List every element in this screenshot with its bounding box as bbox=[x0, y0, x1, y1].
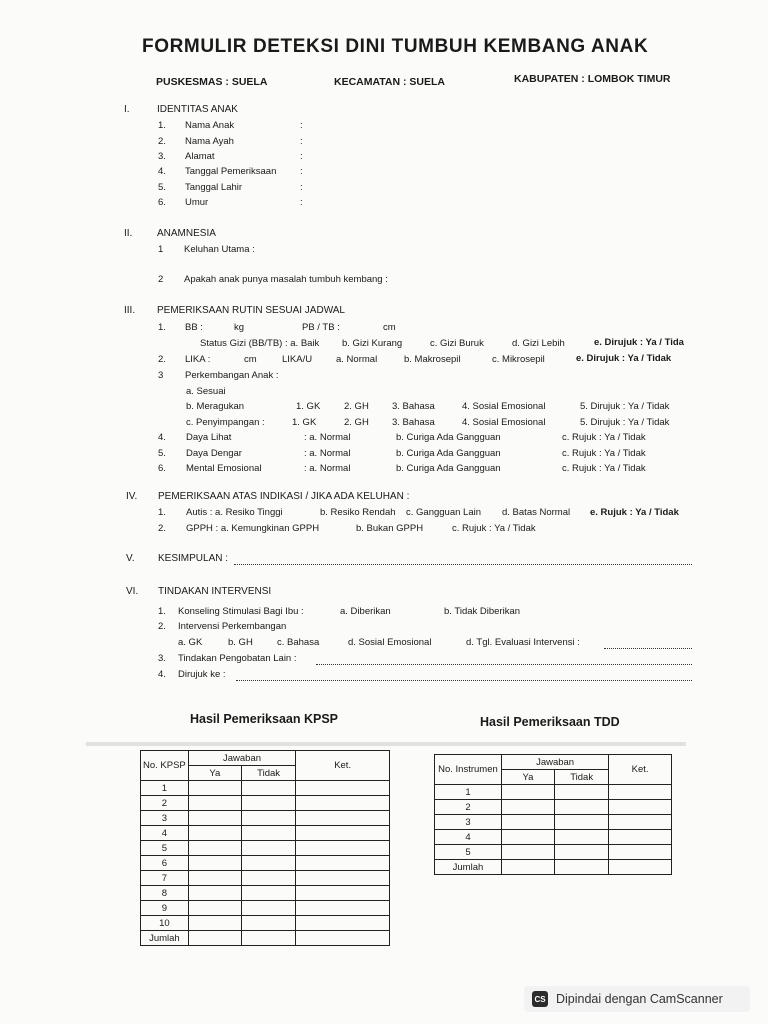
perk-sesuai: a. Sesuai bbox=[186, 386, 226, 397]
penyimpangan-bahasa: 3. Bahasa bbox=[392, 417, 435, 428]
row-number: 5 bbox=[141, 841, 189, 856]
header-ket: Ket. bbox=[296, 751, 390, 781]
gpph-bukan: b. Bukan GPPH bbox=[356, 523, 424, 534]
row-number: 1 bbox=[435, 785, 502, 800]
section-1-number: I. bbox=[124, 104, 130, 115]
tidak-cell[interactable] bbox=[241, 781, 295, 796]
daya-dengar-normal: : a. Normal bbox=[304, 448, 351, 459]
table-row bbox=[435, 800, 672, 815]
dirujuk-lika: e. Dirujuk : Ya / Tidak bbox=[576, 353, 672, 364]
section-6-title: TINDAKAN INTERVENSI bbox=[158, 586, 272, 597]
meragukan-dirujuk: 5. Dirujuk : Ya / Tidak bbox=[580, 401, 670, 412]
mental-rujuk: c. Rujuk : Ya / Tidak bbox=[562, 463, 646, 474]
ya-cell[interactable] bbox=[501, 800, 554, 815]
daya-dengar-curiga: b. Curiga Ada Gangguan bbox=[396, 448, 501, 459]
row-number: 2 bbox=[141, 796, 189, 811]
ket-cell[interactable] bbox=[609, 845, 672, 860]
mental-normal: : a. Normal bbox=[304, 463, 351, 474]
header-ya: Ya bbox=[501, 770, 554, 785]
row-4-number: 4. bbox=[158, 432, 166, 443]
ya-cell[interactable] bbox=[501, 785, 554, 800]
daya-dengar-rujuk: c. Rujuk : Ya / Tidak bbox=[562, 448, 646, 459]
gpph-number: 2. bbox=[158, 523, 166, 534]
konseling-label: Konseling Stimulasi Bagi Ibu : bbox=[178, 606, 304, 617]
row-number: 2 bbox=[435, 800, 502, 815]
konseling-diberikan: a. Diberikan bbox=[340, 606, 391, 617]
ket-cell[interactable] bbox=[296, 796, 390, 811]
row-3-number: 3 bbox=[158, 370, 164, 381]
anamnesia-q1: Keluhan Utama : bbox=[184, 244, 255, 255]
section-3-number: III. bbox=[124, 305, 136, 316]
ya-cell[interactable] bbox=[501, 860, 554, 875]
intervensi-perkembangan: Intervensi Perkembangan bbox=[178, 621, 287, 632]
ket-cell[interactable] bbox=[609, 860, 672, 875]
tidak-cell[interactable] bbox=[555, 860, 609, 875]
row-number: 6 bbox=[141, 856, 189, 871]
table-row bbox=[435, 830, 672, 845]
row-number: 4 bbox=[141, 826, 189, 841]
section-6-number: VI. bbox=[126, 586, 139, 597]
row-number: Jumlah bbox=[435, 860, 502, 875]
identity-item-number: 2. bbox=[158, 136, 166, 147]
gpph-label: GPPH : a. Kemungkinan GPPH bbox=[186, 523, 320, 534]
camscanner-label: Dipindai dengan CamScanner bbox=[556, 992, 723, 1006]
tidak-cell[interactable] bbox=[555, 800, 609, 815]
tidak-cell[interactable] bbox=[241, 856, 295, 871]
camscanner-badge bbox=[524, 986, 750, 1012]
tidak-cell[interactable] bbox=[555, 830, 609, 845]
table-row bbox=[141, 886, 390, 901]
tindakan-line bbox=[316, 664, 692, 665]
table-row bbox=[141, 931, 390, 946]
ket-cell[interactable] bbox=[609, 785, 672, 800]
gizi-kurang: b. Gizi Kurang bbox=[342, 338, 403, 349]
dirujuk-gizi: e. Dirujuk : Ya / Tida bbox=[594, 337, 684, 348]
mental-curiga: b. Curiga Ada Gangguan bbox=[396, 463, 501, 474]
header-kecamatan: KECAMATAN : SUELA bbox=[334, 76, 446, 88]
perkembangan-label: Perkembangan Anak : bbox=[185, 370, 279, 381]
bb-label: BB : bbox=[185, 322, 203, 333]
intervensi-1-number: 1. bbox=[158, 606, 166, 617]
identity-item-label: Tanggal Pemeriksaan bbox=[185, 166, 277, 177]
identity-item-label: Nama Ayah bbox=[185, 136, 234, 147]
table-row bbox=[141, 916, 390, 931]
identity-item-number: 5. bbox=[158, 182, 166, 193]
autis-resiko-rendah: b. Resiko Rendah bbox=[320, 507, 396, 518]
intervensi-sosial: d. Sosial Emosional bbox=[348, 637, 432, 648]
kpsp-caption: Hasil Pemeriksaan KPSP bbox=[190, 712, 338, 726]
section-1-title: IDENTITAS ANAK bbox=[157, 104, 238, 115]
penyimpangan-gh: 2. GH bbox=[344, 417, 369, 428]
cs-icon: CS bbox=[532, 991, 548, 1007]
table-row bbox=[435, 785, 672, 800]
ya-cell[interactable] bbox=[188, 871, 241, 886]
table-row bbox=[141, 781, 390, 796]
tidak-cell[interactable] bbox=[241, 901, 295, 916]
header-kabupaten: KABUPATEN : LOMBOK TIMUR bbox=[514, 73, 671, 85]
lika-u: LIKA/U bbox=[282, 354, 313, 365]
ket-cell[interactable] bbox=[296, 916, 390, 931]
row-number: 7 bbox=[141, 871, 189, 886]
kg-unit: kg bbox=[234, 322, 245, 333]
ket-cell[interactable] bbox=[296, 931, 390, 946]
meragukan-bahasa: 3. Bahasa bbox=[392, 401, 435, 412]
identity-item-label: Nama Anak bbox=[185, 120, 235, 131]
table-row bbox=[141, 796, 390, 811]
daya-lihat: Daya Lihat bbox=[186, 432, 232, 443]
ket-cell[interactable] bbox=[609, 800, 672, 815]
section-2-title: ANAMNESIA bbox=[157, 228, 216, 239]
tidak-cell[interactable] bbox=[241, 931, 295, 946]
lika-label: LIKA : bbox=[185, 354, 211, 365]
perk-penyimpangan: c. Penyimpangan : bbox=[186, 417, 265, 428]
mental-emosional: Mental Emosional bbox=[186, 463, 262, 474]
header-tidak: Tidak bbox=[555, 770, 609, 785]
ket-cell[interactable] bbox=[296, 856, 390, 871]
row-number: 8 bbox=[141, 886, 189, 901]
tidak-cell[interactable] bbox=[241, 886, 295, 901]
section-4-title: PEMERIKSAAN ATAS INDIKASI / JIKA ADA KELUHAN : bbox=[158, 491, 410, 502]
identity-item-number: 4. bbox=[158, 166, 166, 177]
header-ya: Ya bbox=[188, 766, 241, 781]
header-no: No. KPSP bbox=[141, 751, 189, 781]
row-number: 5 bbox=[435, 845, 502, 860]
gizi-buruk: c. Gizi Buruk bbox=[430, 338, 484, 349]
tidak-cell[interactable] bbox=[241, 916, 295, 931]
intervensi-gk: a. GK bbox=[178, 637, 203, 648]
tdd-table bbox=[434, 754, 672, 875]
header-jawaban: Jawaban bbox=[501, 755, 608, 770]
tidak-cell[interactable] bbox=[241, 871, 295, 886]
section-3-title: PEMERIKSAAN RUTIN SESUAI JADWAL bbox=[157, 305, 345, 316]
daya-lihat-curiga: b. Curiga Ada Gangguan bbox=[396, 432, 501, 443]
intervensi-bahasa: c. Bahasa bbox=[277, 637, 320, 648]
table-row bbox=[141, 841, 390, 856]
header-tidak: Tidak bbox=[241, 766, 295, 781]
ya-cell[interactable] bbox=[188, 796, 241, 811]
identity-item-number: 3. bbox=[158, 151, 166, 162]
anamnesia-q2-number: 2 bbox=[158, 274, 164, 285]
tidak-cell[interactable] bbox=[555, 815, 609, 830]
ya-cell[interactable] bbox=[501, 815, 554, 830]
lika-cm: cm bbox=[244, 354, 257, 365]
meragukan-sosial: 4. Sosial Emosional bbox=[462, 401, 546, 412]
lika-normal: a. Normal bbox=[336, 354, 378, 365]
ya-cell[interactable] bbox=[188, 826, 241, 841]
ket-cell[interactable] bbox=[609, 815, 672, 830]
daya-lihat-normal: : a. Normal bbox=[304, 432, 351, 443]
tidak-cell[interactable] bbox=[241, 796, 295, 811]
ya-cell[interactable] bbox=[188, 901, 241, 916]
identity-item-colon: : bbox=[300, 182, 303, 193]
tidak-cell[interactable] bbox=[555, 785, 609, 800]
ya-cell[interactable] bbox=[188, 916, 241, 931]
ket-cell[interactable] bbox=[296, 841, 390, 856]
ya-cell[interactable] bbox=[188, 841, 241, 856]
ya-cell[interactable] bbox=[188, 811, 241, 826]
row-number: 10 bbox=[141, 916, 189, 931]
ket-cell[interactable] bbox=[296, 826, 390, 841]
table-row bbox=[435, 815, 672, 830]
form-title: FORMULIR DETEKSI DINI TUMBUH KEMBANG ANAK bbox=[142, 36, 649, 57]
identity-item-colon: : bbox=[300, 136, 303, 147]
header-no: No. Instrumen bbox=[435, 755, 502, 785]
row-number: 9 bbox=[141, 901, 189, 916]
autis-batas-normal: d. Batas Normal bbox=[502, 507, 571, 518]
identity-item-colon: : bbox=[300, 197, 303, 208]
autis-gangguan-lain: c. Gangguan Lain bbox=[406, 507, 482, 518]
ya-cell[interactable] bbox=[501, 845, 554, 860]
row-2-number: 2. bbox=[158, 354, 166, 365]
tgl-evaluasi: d. Tgl. Evaluasi Intervensi : bbox=[466, 637, 580, 648]
row-1-number: 1. bbox=[158, 322, 166, 333]
tidak-cell[interactable] bbox=[241, 811, 295, 826]
intervensi-2-number: 2. bbox=[158, 621, 166, 632]
row-number: 3 bbox=[141, 811, 189, 826]
ket-cell[interactable] bbox=[296, 781, 390, 796]
autis-rujuk: e. Rujuk : Ya / Tidak bbox=[590, 507, 679, 518]
ya-cell[interactable] bbox=[188, 856, 241, 871]
section-4-number: IV. bbox=[126, 491, 138, 502]
section-5-number: V. bbox=[126, 553, 135, 564]
pbtb-label: PB / TB : bbox=[302, 322, 340, 333]
konseling-tidak: b. Tidak Diberikan bbox=[444, 606, 521, 617]
table-row bbox=[141, 871, 390, 886]
cm-unit: cm bbox=[383, 322, 396, 333]
tgl-evaluasi-line bbox=[604, 648, 692, 649]
gizi-lebih: d. Gizi Lebih bbox=[512, 338, 565, 349]
perk-meragukan: b. Meragukan bbox=[186, 401, 245, 412]
intervensi-3-number: 3. bbox=[158, 653, 166, 664]
tdd-caption: Hasil Pemeriksaan TDD bbox=[480, 715, 620, 729]
table-row bbox=[141, 826, 390, 841]
ket-cell[interactable] bbox=[296, 886, 390, 901]
lika-makro: b. Makrosepil bbox=[404, 354, 461, 365]
table-row bbox=[435, 860, 672, 875]
tidak-cell[interactable] bbox=[241, 841, 295, 856]
anamnesia-q2: Apakah anak punya masalah tumbuh kembang : bbox=[184, 274, 388, 285]
intervensi-gh: b. GH bbox=[228, 637, 253, 648]
identity-item-number: 6. bbox=[158, 197, 166, 208]
section-2-number: II. bbox=[124, 228, 133, 239]
kpsp-table bbox=[140, 750, 390, 946]
identity-item-label: Tanggal Lahir bbox=[185, 182, 243, 193]
ya-cell[interactable] bbox=[188, 931, 241, 946]
dirujuk-line bbox=[236, 680, 692, 681]
ket-cell[interactable] bbox=[609, 830, 672, 845]
table-row bbox=[141, 901, 390, 916]
header-puskesmas: PUSKESMAS : SUELA bbox=[156, 76, 268, 88]
row-number: Jumlah bbox=[141, 931, 189, 946]
identity-item-colon: : bbox=[300, 166, 303, 177]
table-row bbox=[141, 856, 390, 871]
tidak-cell[interactable] bbox=[241, 826, 295, 841]
row-number: 4 bbox=[435, 830, 502, 845]
lika-mikro: c. Mikrosepil bbox=[492, 354, 545, 365]
anamnesia-q1-number: 1 bbox=[158, 244, 164, 255]
identity-item-label: Umur bbox=[185, 197, 209, 208]
daya-lihat-rujuk: c. Rujuk : Ya / Tidak bbox=[562, 432, 646, 443]
penyimpangan-gk: 1. GK bbox=[292, 417, 317, 428]
header-jawaban: Jawaban bbox=[188, 751, 296, 766]
meragukan-gh: 2. GH bbox=[344, 401, 369, 412]
meragukan-gk: 1. GK bbox=[296, 401, 321, 412]
scan-smudge bbox=[86, 742, 686, 746]
identity-item-colon: : bbox=[300, 120, 303, 131]
intervensi-4-number: 4. bbox=[158, 669, 166, 680]
row-6-number: 6. bbox=[158, 463, 166, 474]
dirujuk-ke: Dirujuk ke : bbox=[178, 669, 226, 680]
ket-cell[interactable] bbox=[296, 871, 390, 886]
row-number: 1 bbox=[141, 781, 189, 796]
row-5-number: 5. bbox=[158, 448, 166, 459]
row-number: 3 bbox=[435, 815, 502, 830]
ya-cell[interactable] bbox=[501, 830, 554, 845]
autis-label: Autis : a. Resiko Tinggi bbox=[186, 507, 283, 518]
tindakan-pengobatan: Tindakan Pengobatan Lain : bbox=[178, 653, 297, 664]
section-5-title: KESIMPULAN : bbox=[158, 553, 229, 564]
ket-cell[interactable] bbox=[296, 901, 390, 916]
header-ket: Ket. bbox=[609, 755, 672, 785]
autis-number: 1. bbox=[158, 507, 166, 518]
daya-dengar: Daya Dengar bbox=[186, 448, 242, 459]
ya-cell[interactable] bbox=[188, 886, 241, 901]
ket-cell[interactable] bbox=[296, 811, 390, 826]
table-row bbox=[141, 811, 390, 826]
status-gizi: Status Gizi (BB/TB) : a. Baik bbox=[200, 338, 320, 349]
kesimpulan-line bbox=[234, 564, 692, 565]
table-row bbox=[435, 845, 672, 860]
identity-item-number: 1. bbox=[158, 120, 166, 131]
penyimpangan-dirujuk: 5. Dirujuk : Ya / Tidak bbox=[580, 417, 670, 428]
gpph-rujuk: c. Rujuk : Ya / Tidak bbox=[452, 523, 536, 534]
ya-cell[interactable] bbox=[188, 781, 241, 796]
identity-item-colon: : bbox=[300, 151, 303, 162]
identity-item-label: Alamat bbox=[185, 151, 215, 162]
penyimpangan-sosial: 4. Sosial Emosional bbox=[462, 417, 546, 428]
tidak-cell[interactable] bbox=[555, 845, 609, 860]
